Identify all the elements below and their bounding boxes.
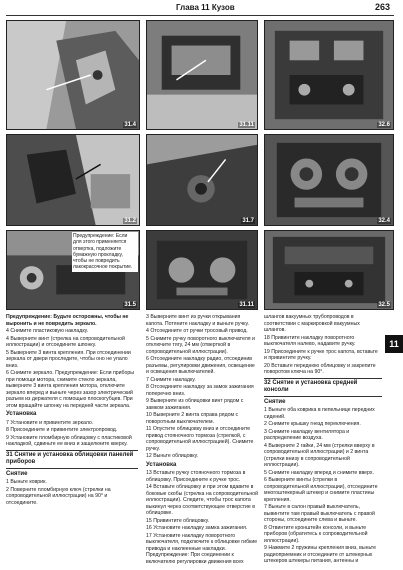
warning-callout: Предупреждение: Если для этого применяется отвертка, подложите бумажную прокладку, чтобы не повредить лакокрасочное покрытие. — [72, 232, 138, 272]
step: 9 Установите пломбирную облицовку с пластиковой накладкой, сдвиньте ее вниз и защелкните кверху. — [6, 434, 132, 447]
step: 2 Поверните пломбирную ключ (стрелки на сопроводительной иллюстрации) на 90° и отсоедините. — [6, 486, 111, 506]
step: 7 Выньте в салон правый выключатель, вывинтите там правый выключатель с правой стороны, отсоедините слева и выньте. — [264, 504, 375, 523]
photo-label: 31.5 — [124, 302, 136, 308]
photo-label: 31.4 — [124, 122, 136, 128]
step: 14 Вставьте облицовку и при этом вдавите в боковые скобы (стрелка на сопроводительной иллюстрации). Следите, чтобы трос капота выкинул через соответствующее отверстие в облицовке. — [146, 484, 258, 516]
step: 15 Привинтите облицовку. — [146, 517, 210, 524]
step: 4 Снимите пластиковую накладку. — [6, 328, 89, 334]
step: 4 Выверните винт (стрелка на сопроводительной иллюстрации) и отсоедините шпонку. — [6, 335, 125, 348]
step: 9 Выверните из облицовки винт рядом с замком зажигания. — [146, 398, 244, 411]
photo-label: 32.6 — [378, 122, 390, 128]
step: 12 Выньте облицовку. — [146, 453, 199, 459]
step: 7 Снимите накладку. — [146, 376, 196, 383]
step: 8 Отвинтите кронштейн консоли, и выньте приборов (обратитесь к сопроводительной иллюстрации). — [264, 524, 368, 544]
photo-31-11b — [146, 230, 258, 310]
photo-label: 31.11 — [239, 122, 254, 128]
photo-31-2 — [6, 134, 140, 226]
step: 4 Выверните 2 гайки, 24 мм (стрелки вверху в сопроводительной иллюстрации) и 2 винта (стрелки внизу в сопроводительной иллюстрации). — [264, 442, 375, 468]
step: 13 Вставьте ручку стояночного тормоза в облицовку. Присоедините к ручке трос. — [146, 470, 246, 483]
photo-label: 31.2 — [124, 218, 136, 224]
install-heading: Установка — [6, 411, 37, 417]
remove-heading: Снятие — [6, 470, 28, 477]
photo-label: 32.5 — [378, 302, 390, 308]
photo-31-7 — [146, 134, 258, 226]
step: 3 Выверните винт из ручки открывания капота. Потяните накладку и выньте ручку. — [146, 314, 249, 327]
step: 7 Установите и привинтите зеркало. — [6, 419, 94, 426]
chapter-tab: 11 — [385, 335, 403, 353]
step: 10 Выверните 2 винта справа рядом с поворотным выключателем. — [146, 412, 239, 425]
photo-label: 31.11 — [239, 302, 254, 308]
step: 19 Присоедините к ручке трос капота, вставьте и привинтите ручку. — [264, 348, 378, 361]
step: 17 Установите накладку поворотного выключателя, подключите к облицовке гибкие привода и наклеенные накладки. Предупреждение: При соединении к включателю регулировки движения всех — [146, 532, 258, 565]
step: 8 Присоедините и привинтите электропровод. — [6, 427, 118, 433]
step: 9 Нажмите 2 пружины крепления вниз, выньте радиоприемник и отсоедините от штекерных штекеров штекеры питания, антенны и — [264, 545, 376, 564]
page-header — [6, 2, 394, 16]
step: 4 Отсоедините от ручки тросовый привод. — [146, 328, 248, 334]
step: 18 Привинтите накладку поворотного выключателя налево, надавите ручку. — [264, 334, 356, 347]
step: 1 Выньте оба коврика в пепельнице передних сидений. — [264, 407, 375, 420]
step: 5 Снимите накладку вперед и снимите вверх. — [264, 469, 374, 476]
text-column-2 — [146, 314, 258, 566]
step: 11 Опустите облицовку вниз и отсоедините привод стояночного тормоза (стрелкой, с сопроводительной иллюстрацией). Снимите ручку. — [146, 426, 254, 452]
photo-32-6 — [264, 20, 394, 130]
photo-label: 31.7 — [242, 218, 254, 224]
page-number: 263 — [374, 2, 390, 12]
step: 16 Установите накладку замка зажигания. — [146, 525, 248, 531]
section-heading: 31 Снятие и установка облицовки панелей приборов — [6, 450, 138, 469]
step: 1 Выньте коврик. — [6, 479, 47, 485]
step: 3 Снимите накладку вентилятора и распределение воздуха. — [264, 428, 350, 441]
photo-32-5 — [264, 230, 394, 310]
section-heading: 32 Снятие и установка средней консоли — [264, 378, 382, 397]
step: 5 Снимите ручку поворотного выключателя и отключите тягу, 24 мм (отверткой в сопроводительной иллюстрации). — [146, 335, 255, 355]
step: 2 Снимите крышку гнезд переключения. — [264, 421, 361, 427]
step: 6 Выверните винты (стрелки в сопроводительной иллюстрации), отсоедините многоштекерный штекер и снимите пластины крепления. — [264, 477, 378, 503]
step: 6 Снимите зеркало. Предупреждение: Если приборы при помощи мотора, снимите стекло зеркала, выверните 3 винта крепления мотора, отключите зеркало вперед и выньте через зазор электрический разъем из держателя с помощью плоскогубцев. При этом вращайте шпонку на передней части зеркала. — [6, 370, 135, 409]
step: шлангов вакуумных трубопроводов в соответствии с маркировкой вакуумных шлангов. — [264, 314, 360, 333]
text-column-3 — [264, 314, 382, 566]
step: 20 Вставьте переднюю облицовку и закрепите поворотом ключа на 90°. — [264, 362, 376, 375]
chapter-title: Глава 11 Кузов — [176, 3, 235, 12]
photo-label: 32.4 — [378, 218, 390, 224]
photo-31-11 — [146, 20, 258, 130]
step: 8 Отсоедините накладку за замок зажигания поперечно вниз. — [146, 384, 254, 397]
text-column-1 — [6, 314, 138, 507]
install-heading: Установка — [146, 461, 177, 468]
warning-paragraph: Предупреждение: Будьте осторожны, чтобы не выронить и не повредить зеркало. — [6, 314, 129, 327]
photo-32-4 — [264, 134, 394, 226]
step: 5 Выверните 3 винта крепления. При отсоединении зеркала от двери проследите, чтобы оно не упало вниз. — [6, 349, 131, 369]
step: 6 Отсоедините накладку радио, отсоединив разъемы, регулировки движения, освещение и освещения выключателей. — [146, 356, 255, 375]
photo-31-4 — [6, 20, 140, 130]
remove-heading: Снятие — [264, 398, 286, 405]
